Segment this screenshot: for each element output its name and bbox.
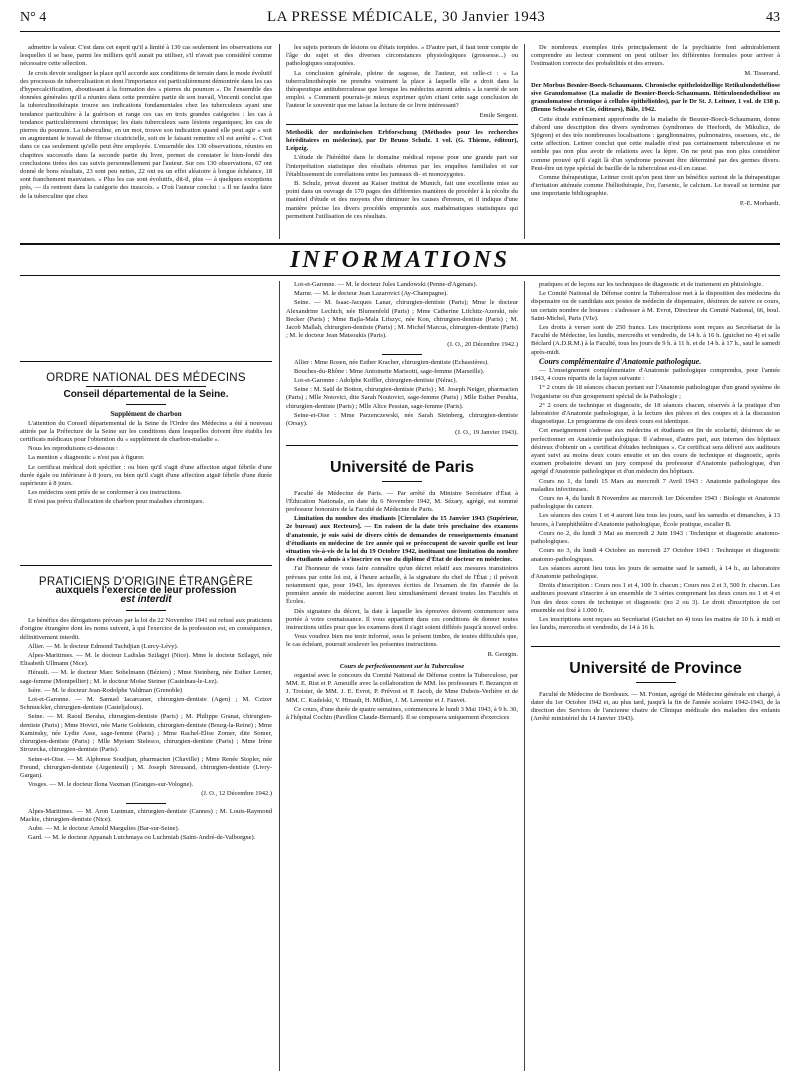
paragraph: les sujets porteurs de lésions ou d'états torpides. » D'autre part, il faut tenir compte de l'âge du sujet et des diverses circonstances physiologiques (grossesse...) ou pathologiques surajoutées.: [286, 44, 518, 68]
paragraph: Vous voudrez bien me tenir informé, sous le présent timbre, de toutes difficultés que, le cas échéant, pourrait soulever les présentes instructions.: [286, 633, 518, 649]
journal-title: LA PRESSE MÉDICALE, 30 Janvier 1943: [266, 9, 546, 25]
paragraph: Lot-et-Garonne : Adolphe Koffler, chirurgien-dentiste (Nérac).: [294, 377, 458, 385]
cours-title: Cours de perfectionnement sur la Tuberculose: [339, 662, 465, 670]
paragraph: L'attention du Conseil départemental de la Seine de l'Ordre des Médecins a été à nouveau attirée par la Préfecture de la Seine sur les conditions dans lesquelles doivent être établis les certificats médicaux pour l'obtention du « supplément de charbon-maladie ».: [20, 419, 272, 444]
paragraph: organisé avec le concours du Comité National de Défense contre la Tuberculose, par MM. E. Rist et P. Ameuille avec la collaboration de MM. les professeurs F. Bezançon et J. Troisier, de MM. J. E. Evrot, P. Prévost et P. Jacob, de Mme Dubois-Verlière et de MM. C. Kudelski, V. Hinault, H. Milhiet, J. M. Lemoine et J. Fauvet.: [286, 671, 518, 704]
signature: M. Tisserand.: [744, 69, 780, 77]
paragraph: pratiques et de leçons sur les techniques de diagnostic et de traitement en phtisiologie.: [539, 281, 763, 288]
signature: R. Georgin.: [487, 650, 518, 658]
paragraph: — L'enseignement complémentaire d'Anatomie pathologique comprendra, pour l'année 1943, 4 cours répartis de la façon suivante :: [531, 367, 780, 383]
paragraph: Isère. — M. le docteur Jean-Rodolphe Valdman (Grenoble): [28, 686, 183, 694]
middle-column: [286, 281, 518, 1071]
paragraph: Le certificat médical doit spécifier : ou bien qu'il s'agit d'une affection aiguë fébrile d'une durée égale ou inférieure à 8 jours, ou bien qu'il s'agit d'une affection aiguë fébrile d'une durée supérieure à 8 jours.: [20, 463, 272, 488]
left-column: [20, 281, 272, 1071]
paragraph: 2° 2 cours de technique et diagnostic, de 18 séances chacun, réservés à la pratique d'un laboratoire d'Anatomie pathologique, à la lecture des pièces et des coupes et à la discussion diagnostique. Le programme de ces deux cours est identique.: [531, 401, 780, 426]
paragraph: Allier : Mme Rosen, née Esther Kracher, chirurgien-dentiste (Echassières).: [294, 358, 489, 366]
paragraph: Alpes-Maritimes. — M. Aron Lustman, chirurgien-dentiste (Cannes) ; M. Louis-Raymond Mackie, chirurgien-dentiste (Nice).: [20, 807, 272, 823]
paragraph: Faculté de Médecine de Paris. — Par arrêté du Ministre Secrétaire d'État à l'Éducation Nationale, en date du 6 Novembre 1942, M. Sézary, agrégé, est nommé professeur honoraire de la Faculté de Médecine de Paris.: [286, 489, 518, 514]
paragraph: J'ai l'honneur de vous faire connaître qu'un décret relatif aux mesures transitoires prévues par cette loi est, à l'heure actuelle, à la signature du chef de l'État ; il prévoit notamment que, pour 1943, les épreuves écrites de l'examen de fin d'année de la première année de médecine auront lieu simultanément devant toutes les Facultés et Écoles.: [286, 565, 518, 606]
paragraph: Nous les reproduisons ci-dessous :: [28, 445, 118, 453]
paragraph: Lot-et-Garonne. — M. le docteur Jules Landowski (Penne-d'Agenais).: [294, 281, 478, 288]
paragraph: Le bénéfice des dérogations prévues par la loi du 22 Novembre 1941 est refusé aux praticiens d'origine étrangère dont les noms suivent, à qui l'exercice de la profession est, en conséquence, définitivement interdit.: [20, 617, 272, 641]
paragraph: B. Schulz, privat dozent au Kaiser institut de Munich, fait une excellente mise au point dans un ouvrage de 170 pages des différentes manières de procéder à la récolte du matériel d'étude et des moyens d'en diminuer les causes d'erreurs, et il indique d'une manière précise les divers procédés empruntés aux mathématiques statistiques qui permettent l'utilisation de ces résultats.: [286, 180, 518, 220]
praticiens-subtitle: auxquels l'exercice de leur profession: [55, 584, 237, 596]
paragraph: Seine-et-Oise. — M. Alphonse Soudjian, pharmacien (Chaville) ; Mme Renée Stopler, née Freund, chirurgien-dentiste (Argenteuil) ; M. Joseph Streusand, chirurgien-dentiste (Livry-Gargan).: [20, 755, 272, 779]
paragraph: La conclusion générale, pleine de sagesse, de l'auteur, est celle-ci : « La tuberculinothérapie ne prendra vraiment la place à laquelle elle a droit dans la thérapeutique antituberculeuse que lorsque les médecins auront admis « la rareté de son emploi. » Comment pourrais-je mieux exprimer qu'en citant cette sage conclusion de l'auteur le souvenir que me laisse la lecture de ce livre intéressant?: [286, 69, 518, 110]
reference: (J. O., 20 Décembre 1942.): [447, 341, 518, 349]
book-title: Methodik der medizinischen Erbforschung (Méthodes pour les recherches héréditaires en médecine), par Dr Bruno Schulz. 1 vol. (G. Thieme, éditeur), Leipzig.: [286, 128, 518, 153]
paragraph: Les inscriptions sont reçues au Secrétariat (Guichet no 4) tous les matins de 10 h. à midi et les lundis, mercredis et vendredis, de 14 à 16 h.: [531, 615, 780, 632]
paragraph: Les droits à verser sont de 250 francs. Les inscriptions sont reçues au Secrétariat de la Faculté de Médecine, les lundis, mercredis et vendredis, de 14 h. à 16 h. (guichet no 4) et salle Béclard (A.D.R.M.) à la Faculté, tous les jours de 9 h. à 11 h. et de 14 h. à 17 h., sauf le samedi après-midi.: [531, 324, 780, 356]
paragraph: La mention « diagnostic » n'est pas à figurer.: [28, 454, 145, 462]
divider: [126, 610, 166, 611]
paragraph: L'étude de l'hérédité dans le domaine médical repose pour une grande part sur l'interprétation statistique des résultats obtenus par les enquêtes familiales et sur l'établissement de corrélations entre les jumeaux di- et monozygotes.: [286, 154, 518, 178]
anatomie-title: Cours complémentaire d'Anatomie pathologique.: [539, 356, 702, 366]
paragraph: Allier. — M. le docteur Edmond Tachdjian (Lurcy-Lévy).: [28, 642, 179, 650]
column-divider: [279, 281, 280, 1071]
paragraph: 1° 2 cours de 18 séances chacun portant sur l'Anatomie pathologique d'un grand système de l'organisme ou d'un groupement spécial de la Pathologie ;: [531, 384, 780, 400]
universite-province-title: Université de Province: [569, 660, 742, 678]
paragraph: Cours no 1, du lundi 15 Mars au mercredi 7 Avril 1943 : Anatomie pathologique des maladies infectieuses.: [531, 477, 780, 493]
divider: [20, 565, 272, 566]
reference: (J. O., 12 Décembre 1942.): [201, 790, 272, 798]
divider: [382, 354, 422, 355]
charbon-title: Supplément de charbon: [110, 410, 182, 419]
paragraph: Faculté de Médecine de Bordeaux. — M. Fontan, agrégé de Médecine générale est chargé, à dater du 1er Octobre 1942 et, au plus tard, jusqu'à la fin de l'année scolaire 1942-1943, de la direction des Services de l'ancienne chaire de Clinique médicale des maladies des enfants (Arrêté ministériel du 14 Janvier 1943).: [531, 690, 780, 723]
paragraph: Marne. — M. le docteur Jean Lazarovici (Ay-Champagne).: [294, 290, 448, 298]
paragraph: Ce cours, d'une durée de quatre semaines, commencera le lundi 3 Mai 1943, à 9 h. 30, à l'hôpital Cochin (Pavillon Claude-Bernard). Il se composera uniquement d'exercices: [286, 705, 518, 721]
top-column-2: [286, 44, 518, 240]
praticiens-title: PRATICIENS D'ORIGINE ÉTRANGÈRE: [38, 575, 254, 588]
divider: [126, 803, 166, 804]
page-header: [20, 9, 780, 32]
ordre-title: ORDRE NATIONAL DES MÉDECINS: [46, 372, 246, 384]
paragraph: Comme thérapeutique, Leitner croit qu'on peut tirer un bénéfice surtout de la thérapeutique d'irritation atténuée comme l'héliothérapie, l'or, l'arsenic, le calcium. Le travail se termine par une importante bibliographie.: [531, 174, 780, 198]
paragraph: Vosges. — M. le docteur Ilona Vaxman (Granges-sur-Vologne).: [28, 781, 194, 789]
paragraph: Le Comité National de Défense contre la Tuberculose met à la disposition des médecins du dispensaire ou de candidats aux postes de médecin de dispensaire, désireux de suivre ce cours, un certain nombre de bourses : s'adresser à M. Evrot, Directeur du Comité National, 66, boul. Saint-Michel, Paris (VIe).: [531, 290, 780, 322]
paragraph: Droits d'inscription : Cours nos 1 et 4, 100 fr. chacun ; Cours nos 2 et 3, 500 fr. chacun. Les auditeurs pouvant s'inscrire à un ensemble de 3 séries comprenant les deux cours no 1 et 4 et l'un des deux cours de technique et diagnostic (no 2 ou 3). Le droit d'inscription de cet ensemble est fixé à 1.000 fr.: [531, 582, 780, 614]
paragraph: De nombreux exemples tirés principalement de la psychiatrie font admirablement comprendre au lecteur comment on peut utiliser les différentes formules pour arriver à l'estimation correcte des probabilités et des erreurs.: [531, 44, 780, 68]
divider: [531, 646, 780, 647]
page-number-right: 43: [766, 10, 780, 25]
universite-paris-title: Université de Paris: [329, 459, 475, 477]
column-divider: [524, 281, 525, 1071]
divider: [636, 682, 676, 683]
paragraph: Lot-et-Garonne. — M. Samuel Iacarcaner, chirurgien-dentiste (Agen) ; M. Czizer Schmuckler, chirurgien-dentiste (Casteljaloux).: [20, 696, 272, 712]
paragraph: Seine. — M. Isaac-Jacques Lanar, chirurgien-dentiste (Paris); Mme le docteur Alexandrine Lechtch, née Blumenfeld (Paris) ; Mme Catherine Lifchitz-Azerski, née Becker (Paris) ; Mme Bajla-Mala Lifszyc, née Kon, chirurgien-dentiste (Paris) ; M. Jacob Mallah, chirurgien-dentiste (Paris) ; M. Michel Marcus, chirurgien-dentiste (Paris) ; M. le docteur Jean Matsoukis (Paris).: [286, 299, 518, 340]
divider: [286, 445, 518, 446]
reference: (J. O., 19 Janvier 1943).: [455, 429, 518, 437]
divider: [286, 124, 518, 125]
paragraph: Bouches-du-Rhône : Mme Antoinette Marisotti, sage-femme (Marseille).: [294, 367, 485, 375]
right-column: [531, 281, 780, 1071]
paragraph: Cours no 4, du lundi 8 Novembre au mercredi 1er Décembre 1943 : Biologie et Anatomie pathologique du cancer.: [531, 495, 780, 511]
paragraph: Cet enseignement s'adresse aux médecins et étudiants en fin de scolarité, désireux de se perfectionner en Anatomie pathologique. Il s'adresse, d'autre part, aux internes des hôpitaux désireux d'obtenir un « certificat d'études techniques ». Ce certificat sera délivré aux auditeurs ayant suivi au moins deux cours ensuite et un des cours de technique et diagnostic, après examen probatoire devant un jury composé du professeur d'Anatomie pathologique, d'un agrégé d'Anatomie pathologique et d'un médecin des hôpitaux.: [531, 427, 780, 476]
signature: P.-E. Morhardt.: [739, 199, 780, 207]
page-number-left: N° 4: [20, 10, 47, 25]
paragraph: Aube. — M. le docteur Arnold Margulies (Bar-sur-Seine).: [28, 824, 180, 832]
ordre-subtitle: Conseil départemental de la Seine.: [63, 389, 229, 401]
top-column-1: [20, 44, 272, 240]
paragraph: Cours no 2, du lundi 3 Mai au mercredi 2 Juin 1943 : Technique et diagnostic anatomo-pathologiques.: [531, 529, 780, 546]
paragraph: Je crois devoir souligner la place qu'il accorde aux conditions de terrain dans le mode évolutif des processus de tuberculisation et dont l'importance est particulièrement démontrée dans les cas d'hypercalcification, aboutissant à la formation des « pierres du poumon ». De l'ensemble des données générales qu'il a réunies dans cette première partie de son travail, Vincenti conclut que la tuberculinothérapie trouve ses indications fondamentales chez les tuberculeux ayant une tendance particulière à la guérison et range ces cas en trois grandes catégories : les cas à tendance particulièrement chronique; les états tuberculeux sans lésions organiques; les cas de pierres du poumon. La tuberculine, en un mot, trouve son indication quand elle peut agir « soit en augmentant le travail de fibrose cicatricielle, soit en le faisant remettre s'il est arrêté ». C'est dans ce cas seulement qu'elle peut être employée. L'ensemble des 130 observations, réunies en chapitres successifs dans la seconde partie du livre, permet de constater le bien-fondé des conclusions tirées des cas suivis personnellement par l'auteur. Sur ces 130 observations, 67 ont donné de bons résultats, 23 sont peu nettes, 22 ont eu un effet aléatoire à longue échéance, 18 sont franchement mauvaises. « Plus les cas sont évolutifs, dit-il, plus — à quelques exceptions près, — ils rentrent dans la catégorie des insuccès. » D'où l'auteur conclut : « Il ne faudra faire de la tuberculine que chez: [20, 69, 272, 200]
paragraph: Cette étude extrêmement approfondie de la maladie de Besnier-Boeck-Schaumann, donne d'abord une description des divers syndromes (syndromes de Heefordt, de Mikulicz, de Sjögren) et des très nombreuses localisations : ganglionnaires, pulmonaires, osseuses, etc., de cette affection. Leitner conclut que cette maladie n'est pas certainement tuberculeuse et ne semble pas non plus avoir de relations avec la lèpre. On ne peut pas non plus considérer comme prouvé qu'il s'agit là d'un syndrome pouvant être déterminé par des germes divers. Peut-être un type spécial de bacille de la tuberculose est-il en cause.: [531, 115, 780, 172]
paragraph: Seine-et-Oise : Mme Parzenczewski, née Sarah Steinberg, chirurgien-dentiste (Orsay).: [286, 411, 518, 428]
paragraph: Seine : M. Saül de Botton, chirurgien-dentiste (Paris) ; M. Joseph Neiger, pharmacien (Paris) ; Mlle Notovici, dite Sarah Noutovici, sage-femme (Paris) ; Mlle Esther Perahia, chirurgien-dentiste (Paris) ; Mlle Alice Pessian, sage-femme (Paris).: [286, 386, 518, 410]
paragraph: Les séances des cours 1 et 4 auront lieu tous les jours, sauf les samedis et dimanches, à 13 heures, à l'amphithéâtre d'Anatomie pathologique, École pratique, escalier B.: [531, 512, 780, 528]
paragraph: Il n'est pas prévu d'allocation de charbon pour maladies chroniques.: [28, 498, 204, 506]
paragraph: Les séances auront lieu tous les jours de semaine sauf le samedi, à 14 h., au laboratoire d'Anatomie pathologique.: [531, 564, 780, 580]
praticiens-subtitle-2: est interdit: [120, 594, 172, 606]
paragraph: Hérault. — M. le docteur Marc Sobelmann (Béziers) ; Mme Steinberg, née Esther Lerner, sage-femme (Montpellier) ; M. le docteur Moïse Steiner (Castelnau-le-Lez).: [20, 669, 272, 685]
divider: [382, 481, 422, 482]
divider: [86, 386, 206, 387]
signature: Emile Sergent.: [479, 111, 518, 119]
paragraph: Seine. — M. Raoul Beraha, chirurgien-dentiste (Paris) ; M. Philippe Granat, chirurgien-dentiste (Paris) ; Mme Hovici, née Marie Goldstein, chirurgien-dentiste (Bourg-la-Reine) ; Mme Kaminsky, née Lydie Asse, sage-femme (Paris) ; Mme Rachel-Elise Zomer, dite Somer, chirurgien-dentiste (Paris) ; Mlle Myriam Stelesco, chirurgien-dentiste (Paris) ; Mme Irène Strozecka, chirurgien-dentiste (Paris).: [20, 713, 272, 754]
paragraph: Limitation du nombre des étudiants [Circulaire du 15 Janvier 1943 (Supérieur, 2e bureau) aux Recteurs]. — En raison de la date très prochaine des examens d'anatomie, je suis saisi de divers côtés de demandes de renseignements émanant d'étudiants en médecine de 1re année qui se préoccupent de savoir quelle est leur situation vis-à-vis de la loi du 19 Octobre 1942, instituant une limitation du nombre des étudiants admis à s'inscrire en vue du diplôme d'État de docteur en médecine.: [286, 515, 518, 564]
paragraph: admettre la valeur. C'est dans cet esprit qu'il a limité à 130 cas seulement les observations sur lesquelles il se base, parmi les milliers qu'il aurait pu utiliser, s'il n'avait pas considéré comme nécessaire cette sélection.: [20, 44, 272, 68]
book-title: Der Morbus Besnier-Boeck-Schaumann. Chronische epitheloidzellige Retikulondothéliose sive Granulomatose (La maladie de Besnier-Boeck-Schaumann. Réticuloendothéliose ou granulomatose chronique à cellules épithélioïdes), par le Dr St. J. Leitner, 1 vol. de 138 p. (Benno Schwabe et Cie, éditeurs), Bâle, 1942.: [531, 81, 780, 114]
top-column-3: [531, 44, 780, 240]
paragraph: Alpes-Maritimes. — M. le docteur Ladislas Szilagyi (Nice). Mme le docteur Szilagyi, née Elisabeth Ullmann (Nice).: [20, 652, 272, 668]
paragraph: Cours no 3, du lundi 4 Octobre au mercredi 27 Octobre 1943 : Technique et diagnostic anatomo-pathologiques.: [531, 547, 780, 563]
section-title: INFORMATIONS: [289, 247, 511, 273]
informations-banner: [20, 243, 780, 276]
divider: [126, 404, 166, 405]
paragraph: Dès signature du décret, la date à laquelle les épreuves doivent commencer sera portée à votre connaissance. Il vous appartient dans ces conditions de donner toutes instructions utiles pour que les examens dont il s'agit soient différés jusqu'à nouvel ordre.: [286, 607, 518, 631]
paragraph: Gard. — M. le docteur Appanah Lutchmaya ou Luchmiah (Saint-André-de-Valborgne).: [28, 834, 256, 842]
paragraph: Les médecins sont priés de se conformer à ces instructions.: [28, 489, 182, 497]
column-divider: [279, 44, 280, 239]
divider: [20, 361, 272, 362]
column-divider: [524, 44, 525, 239]
